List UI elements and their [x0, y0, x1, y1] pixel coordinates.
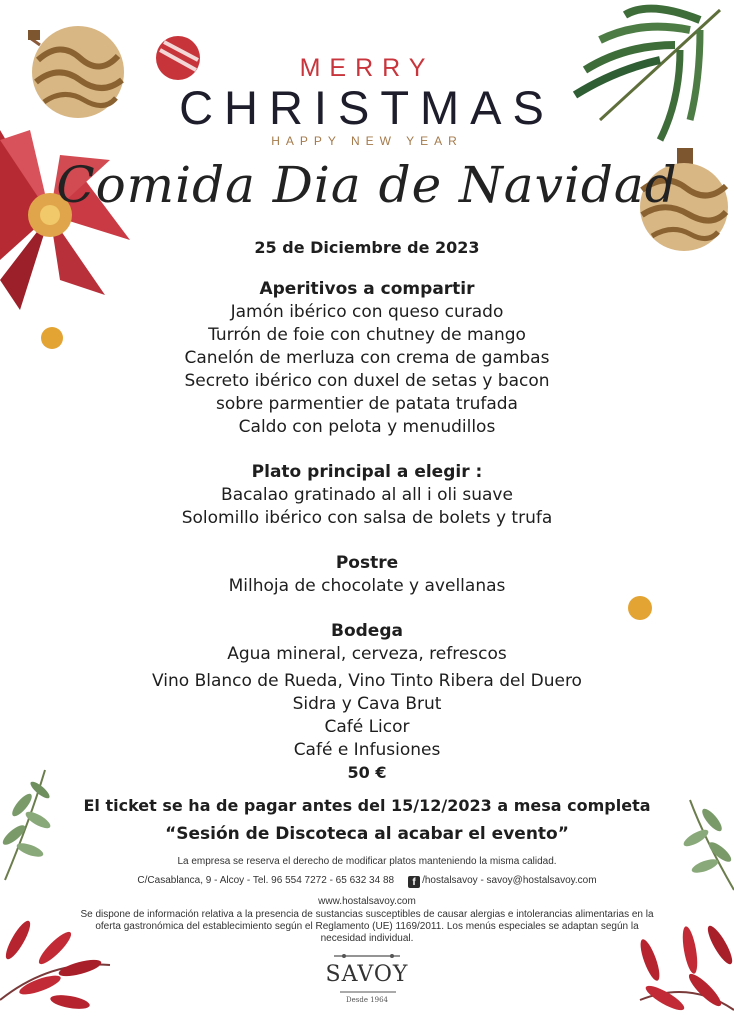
section-title-bodega: Bodega	[331, 621, 403, 641]
ticket-note: El ticket se ha de pagar antes del 15/12/2023 a mesa completa	[83, 796, 651, 815]
list-item: Milhoja de chocolate y avellanas	[228, 576, 506, 596]
facebook-icon[interactable]: f	[408, 876, 420, 888]
list-item: Agua mineral, cerveza, refrescos	[227, 644, 507, 664]
address-phone: C/Casablanca, 9 - Alcoy - Tel. 96 554 7272 - 65 632 34 88	[137, 875, 395, 886]
allergen-note-1: Se dispone de información relativa a la presencia de sustancias susceptibles de causar alergias e intolerancias alimentarias en la	[80, 909, 654, 920]
brand-logo: SAVOY	[325, 962, 409, 987]
list-item: Sidra y Cava Brut	[292, 694, 442, 714]
list-item: Jamón ibérico con queso curado	[230, 302, 504, 322]
list-item: Bacalao gratinado al all i oli suave	[221, 485, 513, 505]
contact-line	[0, 875, 734, 888]
merry-heading: MERRY	[299, 54, 435, 82]
list-item: Canelón de merluza con crema de gambas	[184, 348, 550, 368]
allergen-note-2: oferta gastronómica del establecimiento según el Reglamento (UE) 1169/2011. Los menús especiales se adaptan según la	[95, 921, 639, 932]
disco-note: “Sesión de Discoteca al acabar el evento”	[165, 824, 569, 844]
list-item: Café Licor	[324, 717, 410, 737]
list-item: Café e Infusiones	[293, 740, 441, 760]
list-item: Solomillo ibérico con salsa de bolets y trufa	[181, 508, 553, 528]
list-item: sobre parmentier de patata trufada	[216, 394, 518, 414]
section-title-postre: Postre	[335, 553, 399, 573]
section-title-principal: Plato principal a elegir :	[251, 462, 483, 482]
menu-body	[0, 278, 734, 784]
section-title-aperitivos: Aperitivos a compartir	[259, 279, 475, 299]
menu-price: 50 €	[347, 763, 387, 782]
website-link[interactable]: www.hostalsavoy.com	[318, 896, 416, 907]
allergen-note-3: necesidad individual.	[320, 933, 414, 944]
menu-title: Comida Dia de Navidad	[56, 156, 678, 214]
since-text: Desde 1964	[345, 996, 388, 1004]
list-item: Vino Blanco de Rueda, Vino Tinto Ribera del Duero	[152, 671, 582, 691]
list-item: Turrón de foie con chutney de mango	[208, 325, 526, 345]
list-item: Secreto ibérico con duxel de setas y bacon	[184, 371, 550, 391]
list-item: Caldo con pelota y menudillos	[238, 417, 496, 437]
event-date: 25 de Diciembre de 2023	[254, 238, 480, 257]
social-email[interactable]: /hostalsavoy - savoy@hostalsavoy.com	[422, 875, 597, 886]
reserve-note: La empresa se reserva el derecho de modificar platos manteniendo la misma calidad.	[177, 856, 557, 867]
happy-new-year-text: HAPPY NEW YEAR	[271, 134, 463, 148]
christmas-heading: CHRISTMAS	[179, 81, 555, 134]
